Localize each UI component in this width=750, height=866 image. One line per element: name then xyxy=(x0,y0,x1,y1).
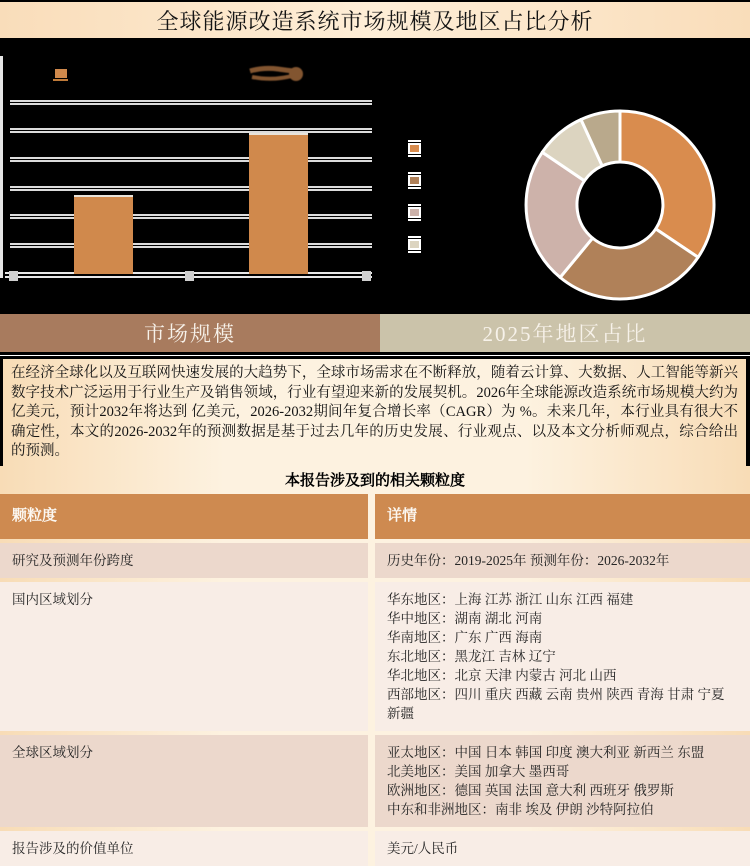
row-label: 全球区域划分 xyxy=(0,735,368,827)
table-body xyxy=(0,543,750,866)
donut-chart-panel xyxy=(380,41,750,314)
row-label: 国内区域划分 xyxy=(0,582,368,731)
row-detail xyxy=(375,735,750,827)
gridline xyxy=(10,186,372,191)
charts-section xyxy=(0,41,750,314)
page-title: 全球能源改造系统市场规模及地区占比分析 xyxy=(156,8,594,34)
summary-section xyxy=(0,359,750,466)
gridline xyxy=(10,100,372,105)
detail-line: 历史年份：2019-2025年 预测年份：2026-2032年 xyxy=(387,552,670,568)
watermark-scribble-icon xyxy=(248,64,306,84)
bar-chart-y-axis xyxy=(0,56,3,278)
detail-line: 西部地区：四川 重庆 西藏 云南 贵州 陕西 青海 甘肃 宁夏 新疆 xyxy=(387,686,725,721)
detail-line: 美元/人民币 xyxy=(387,840,459,856)
column-header-detail: 详情 xyxy=(375,494,750,539)
row-label: 报告涉及的价值单位 xyxy=(0,831,368,866)
row-detail xyxy=(375,831,750,866)
detail-line: 华东地区：上海 江苏 浙江 山东 江西 福建 xyxy=(387,591,634,607)
axis-tick xyxy=(185,271,194,281)
axis-tick xyxy=(362,271,371,281)
table-row xyxy=(0,831,750,866)
detail-line: 华中地区：湖南 湖北 河南 xyxy=(387,610,543,626)
section-separator xyxy=(0,352,750,359)
banner-market-size: 市场规模 xyxy=(0,314,380,352)
gridline xyxy=(10,157,372,162)
bar-1 xyxy=(74,195,133,274)
axis-tick xyxy=(9,271,18,281)
bar-2 xyxy=(249,133,308,274)
table-title: 本报告涉及到的相关颗粒度 xyxy=(284,472,465,489)
report-title-bar xyxy=(0,0,750,41)
table-row xyxy=(0,543,750,578)
column-header-granularity: 颗粒度 xyxy=(0,494,368,539)
section-banner-row xyxy=(0,314,750,352)
detail-line: 北美地区：美国 加拿大 墨西哥 xyxy=(387,763,570,779)
table-row xyxy=(0,735,750,827)
donut-chart xyxy=(380,41,750,314)
gridline xyxy=(10,128,372,133)
table-row xyxy=(0,582,750,731)
granularity-table xyxy=(0,494,750,866)
detail-line: 中东和非洲地区：南非 埃及 伊朗 沙特阿拉伯 xyxy=(387,801,654,817)
detail-line: 东北地区：黑龙江 吉林 辽宁 xyxy=(387,648,556,664)
row-detail xyxy=(375,582,750,731)
summary-paragraph: 在经济全球化以及互联网快速发展的大趋势下，全球市场需求在不断释放，随着云计算、大数据、人工智能等新兴数字技术广泛运用于行业生产及销售领域，行业有望迎来新的发展契机。2026年全球能源改造系统市场规模大约为 亿美元，预计2032年将达到 亿美元，2026-2032期间年复合增长率（CAGR）为 %。未来几年，本行业具有很大不确定性，本文的2026-2032年的预测数据是基于过去几年的历史发展、行业观点、以及本文分析师观点，综合给出的预测。 xyxy=(11,365,738,459)
detail-line: 华北地区：北京 天津 内蒙古 河北 山西 xyxy=(387,667,617,683)
gridline xyxy=(10,214,372,219)
detail-line: 亚太地区：中国 日本 韩国 印度 澳大利亚 新西兰 东盟 xyxy=(387,744,705,760)
banner-region-share: 2025年地区占比 xyxy=(380,314,750,352)
bar-legend-swatch-icon xyxy=(55,69,67,78)
detail-line: 华南地区：广东 广西 海南 xyxy=(387,629,543,645)
table-header-row xyxy=(0,494,750,539)
bar-legend-underline xyxy=(53,79,68,81)
detail-line: 欧洲地区：德国 英国 法国 意大利 西班牙 俄罗斯 xyxy=(387,782,674,798)
gridline xyxy=(10,243,372,248)
row-label: 研究及预测年份跨度 xyxy=(0,543,368,578)
row-detail xyxy=(375,543,750,578)
